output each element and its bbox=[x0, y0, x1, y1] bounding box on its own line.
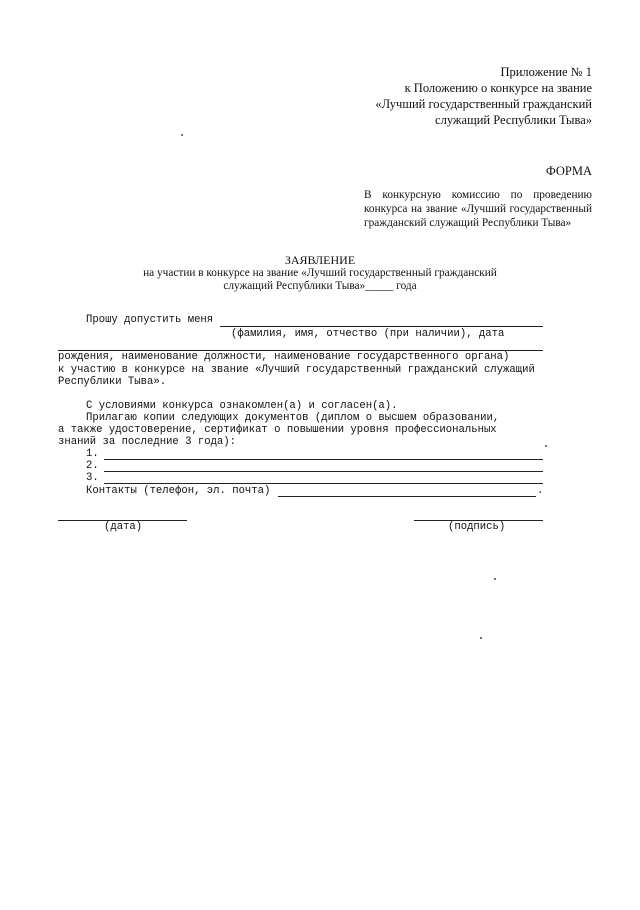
contacts-field-line[interactable] bbox=[278, 496, 536, 497]
form-label: ФОРМА bbox=[545, 164, 592, 178]
addressee-block bbox=[364, 188, 592, 230]
attachments-line2: а также удостоверение, сертификат о повышении уровня профессиональных bbox=[58, 424, 497, 436]
addressee-line2: конкурса на звание «Лучший государственный bbox=[364, 203, 592, 215]
participation-line2: Республики Тыва». bbox=[58, 376, 167, 388]
attachment-item-number: 1. bbox=[86, 448, 99, 460]
date-label: (дата) bbox=[104, 521, 143, 533]
attachment-item-number: 3. bbox=[86, 472, 99, 484]
contacts-end-period: . bbox=[537, 485, 544, 497]
title-subline1: на участии в конкурсе на звание «Лучший государственный гражданский bbox=[143, 267, 497, 279]
scan-speck bbox=[181, 134, 183, 136]
name-field-hint: (фамилия, имя, отчество (при наличии), дата bbox=[231, 328, 505, 340]
request-text: Прошу допустить меня bbox=[86, 314, 214, 326]
participation-line1: к участию в конкурсе на звание «Лучший государственный гражданский служащий bbox=[58, 364, 535, 376]
appendix-title-line2: служащий Республики Тыва» bbox=[435, 113, 592, 127]
appendix-reference bbox=[375, 64, 592, 128]
document-title-block bbox=[120, 254, 520, 293]
attachment-item-line[interactable] bbox=[104, 459, 543, 460]
birth-position-hint: рождения, наименование должности, наименование государственного органа) bbox=[58, 351, 510, 363]
attachments-line1: Прилагаю копии следующих документов (диплом о высшем образовании, bbox=[86, 412, 500, 424]
scan-speck bbox=[545, 445, 547, 447]
addressee-line1: В конкурсную комиссию по проведению bbox=[364, 189, 592, 201]
attachment-item-line[interactable] bbox=[104, 471, 543, 472]
scan-speck bbox=[480, 637, 482, 639]
name-field-line[interactable] bbox=[220, 326, 543, 327]
contacts-label: Контакты (телефон, эл. почта) bbox=[86, 485, 271, 497]
attachment-item-line[interactable] bbox=[104, 483, 543, 484]
appendix-number: Приложение № 1 bbox=[500, 65, 592, 79]
document-title: ЗАЯВЛЕНИЕ bbox=[284, 253, 356, 267]
signature-label: (подпись) bbox=[448, 521, 506, 533]
scan-speck bbox=[494, 578, 496, 580]
attachment-item-number: 2. bbox=[86, 460, 99, 472]
title-subline2: служащий Республики Тыва»_____ года bbox=[223, 280, 417, 292]
addressee-line3: гражданский служащий Республики Тыва» bbox=[364, 217, 572, 229]
attachments-line3: знаний за последние 3 года): bbox=[58, 436, 237, 448]
appendix-regulation: к Положению о конкурсе на звание bbox=[404, 81, 592, 95]
appendix-title-line1: «Лучший государственный гражданский bbox=[375, 97, 592, 111]
agreement-text: С условиями конкурса ознакомлен(а) и согласен(а). bbox=[86, 400, 398, 412]
